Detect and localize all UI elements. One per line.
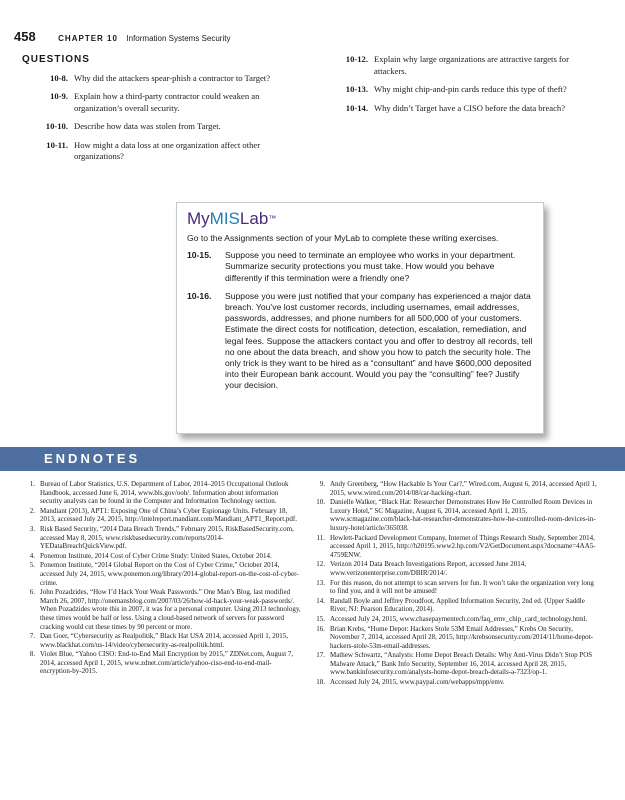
endnote-item [20,552,302,561]
question-text: Describe how data was stolen from Target. [74,121,221,131]
endnote-text: Dan Goer, “Cybersecurity as Realpolitik,” Black Hat USA 2014, accessed April 1, 2015, www.blackhat.com/us-14/video/cybersecurity-as-realpolitik.html. [40,632,288,649]
question-number: 10-11. [46,139,68,150]
endnote-text: John Pozadzides, “How I’d Hack Your Weak Passwords.” One Man’s Blog, last modified March 26, 2007, http://onemansblog.com/2007/03/26/how-id-hack-your-weak-passwords/. When Pozadzides wrote this in 2007, it was for a personal computer. Using 2013 technology, these times would be half or less. Using a cloud-based network of servers for password cracking would cut these times by 90 percent or more. [40,588,301,631]
endnote-number: 11. [316,533,325,542]
endnote-number: 3. [29,524,35,533]
endnote-item [310,498,600,532]
question-text: Explain how a third-party contractor could weaken an organization’s overall security. [74,91,260,113]
question-number: 10-10. [45,121,68,131]
endnote-number: 7. [29,632,35,641]
page-number: 458 [14,29,36,44]
questions-right-column [322,54,594,121]
mymislab-intro: Go to the Assignments section of your MyLab to complete these writing exercises. [187,233,499,243]
question-number: 10-9. [50,91,68,101]
chapter-label: CHAPTER 10 [58,34,118,43]
endnote-text: Mathew Schwartz, “Analysts: Home Depot Breach Details: Why Anti-Virus Didn’t Stop POS Malware Attack,” Bank Info Security, September 16, 2014, accessed April 28, 2015, www.bankinfosecurity.com/analysts-home-depot-breach-details-a-7323/op-1. [330,651,593,677]
exercise-number: 10-16. [187,290,212,301]
endnote-item [310,615,600,624]
question-item [22,140,300,163]
endnote-item [310,560,600,577]
questions-heading: QUESTIONS [22,54,90,65]
endnote-item [20,480,302,506]
endnote-number: 12. [316,560,325,569]
exercise-number: 10-15. [187,250,212,261]
mymislab-box [176,202,544,434]
exercise-text: Suppose you need to terminate an employee who works in your department. Summarize security protections you must take. How would you behave differently if this termination were a friendly one? [225,250,516,283]
endnote-number: 8. [29,650,35,659]
endnote-number: 10. [316,498,325,507]
question-text: Why might chip-and-pin cards reduce this type of theft? [374,84,567,94]
question-item [22,121,300,133]
endnote-number: 5. [29,561,35,570]
endnote-item [20,588,302,631]
page-header [14,28,230,46]
endnote-item [310,625,600,651]
endnote-item [20,507,302,524]
endnote-item [20,561,302,587]
question-item [322,84,594,96]
endnote-item [20,632,302,649]
question-text: Explain why large organizations are attractive targets for attackers. [374,54,569,76]
endnote-text: Ponemon Institute, 2014 Cost of Cyber Crime Study: United States, October 2014. [40,551,272,560]
endnote-item [310,579,600,596]
questions-left-column [22,54,300,170]
chapter-title: Information Systems Security [126,34,231,43]
endnote-item [310,480,600,497]
endnote-item [310,678,600,687]
question-item [322,103,594,115]
endnotes-left-column [20,480,302,677]
endnote-item [310,651,600,677]
logo-trademark: ™ [268,214,277,223]
endnote-number: 6. [29,588,35,597]
endnote-text: Brian Krebs, “Home Depot: Hackers Stole 53M Email Addresses,” Krebs On Security, November 7, 2014, accessed April 28, 2015, http://krebsonsecurity.com/2014/11/home-depot-hackers-stole-53m-email-addresses. [330,624,593,650]
endnotes-banner [0,447,625,471]
endnote-text: Mandiant (2013), APT1: Exposing One of China’s Cyber Espionage Units. February 18, 2013, accessed July 24, 2015, http://intelreport.mandiant.com/Mandiant_APT1_Report.pdf. [40,506,298,524]
endnote-item [20,525,302,551]
endnote-number: 17. [316,651,325,660]
question-number: 10-8. [50,72,68,83]
endnote-text: Andy Greenberg, “How Hackable Is Your Car?,” Wired.com, August 6, 2014, accessed April 1, 2015, www.wired.com/2014/08/car-hacking-chart. [330,480,597,497]
endnote-number: 1. [29,480,35,488]
endnote-number: 16. [316,624,325,633]
endnote-text: Verizon 2014 Data Breach Investigations Report, accessed June 2014, www.verizonenterprise.com/DBIR/2014/. [330,560,526,577]
question-text: How might a data loss at one organization affect other organizations? [74,139,261,161]
endnote-number: 9. [319,480,325,488]
endnote-number: 13. [316,578,325,587]
endnote-text: Ponemon Institute, “2014 Global Report on the Cost of Cyber Crime,” October 2014, accessed July 24, 2015, www.ponemon.org/library/2014-global-report-on-the-cost-of-cyber-crime. [40,561,299,587]
exercise-item [187,291,533,392]
endnote-item [310,534,600,560]
endnote-text: Bureau of Labor Statistics, U.S. Department of Labor, 2014–2015 Occupational Outlook Handbook, accessed June 6, 2014, www.bls.gov/ooh/. Information about information security analysts can be found in the Computer and Information Technology section. [40,480,289,506]
endnote-text: Violet Blue, “Yahoo CISO: End-to-End Mail Encryption by 2015,” ZDNet.com, August 7, 2014, accessed April 1, 2015, www.zdnet.com/article/yahoo-ciso-end-to-end-mail-encryption-by-2015. [40,650,294,676]
endnote-number: 15. [316,614,325,623]
endnote-number: 18. [316,678,325,687]
endnote-text: Accessed July 24, 2015, www.paypal.com/webapps/mpp/emv. [330,678,505,687]
endnotes-right-column [310,480,600,688]
question-item [322,54,594,77]
endnotes-heading: ENDNOTES [44,451,141,466]
endnote-text: For this reason, do not attempt to scan servers for fun. It won’t take the organization very long to find you, and it will not be amused! [330,578,594,596]
endnote-number: 14. [316,596,325,605]
endnote-text: Randall Boyle and Jeffrey Proudfoot, Applied Information Security, 2nd ed. (Upper Saddle River, NJ: Pearson Education, 2014). [330,596,585,614]
question-text: Why didn’t Target have a CISO before the data breach? [374,102,566,113]
question-number: 10-13. [345,84,368,94]
question-number: 10-12. [345,54,368,64]
endnote-text: Danielle Walker, “Black Hat: Researcher Demonstrates How He Controlled Room Devices in Luxury Hotel,” SC Magazine, August 6, 2014, accessed April 1, 2015, www.scmagazine.com/black-hat-researcher-demonstrates-how-he-controlled-room-devices-in-luxury-hotel/article/365038. [330,498,596,532]
question-number: 10-14. [345,102,368,113]
endnote-item [310,597,600,614]
mymislab-logo [187,209,533,229]
endnote-item [20,650,302,676]
question-item [22,91,300,114]
endnote-text: Accessed July 24, 2015, www.chasepaymentech.com/faq_emv_chip_card_technology.html. [330,614,588,623]
endnote-text: Hewlett-Packard Development Company, Internet of Things Research Study, September 2014, accessed April 1, 2015, http://h20195.www2.hp.com/V2/GetDocument.aspx?docname=4AA5-4759ENW. [330,533,596,559]
logo-lab: Lab [239,209,269,228]
logo-mis: MIS [209,209,240,228]
exercise-item [187,250,533,284]
question-item [22,73,300,85]
endnote-number: 4. [29,551,35,560]
logo-my: My [187,209,210,228]
exercise-text: Suppose you were just notified that your company has experienced a major data breach. You’ve lost customer records, including usernames, email addresses, passwords, addresses, and phone numbers for all 500,000 of your customers. Estimate the direct costs for notification, detection, escalation, remediation, and legal fees. Suppose the attackers contact you and offer to destroy all records, tell no one about the data breach, and show you how to patch the security hole. The only trick is they want to be hired as a “consultant” and have $600,000 deposited into their European bank account. Would you pay the “consulting” fee? Justify your decision. [225,290,533,391]
endnote-number: 2. [29,506,35,515]
endnote-text: Risk Based Security, “2014 Data Breach Trends,” February 2015, RiskBasedSecurity.com, accessed May 8, 2015, www.riskbasedsecurity.com/reports/2014-YEDataBreachQuickView.pdf. [40,524,294,551]
question-text: Why did the attackers spear-phish a contractor to Target? [74,72,271,83]
